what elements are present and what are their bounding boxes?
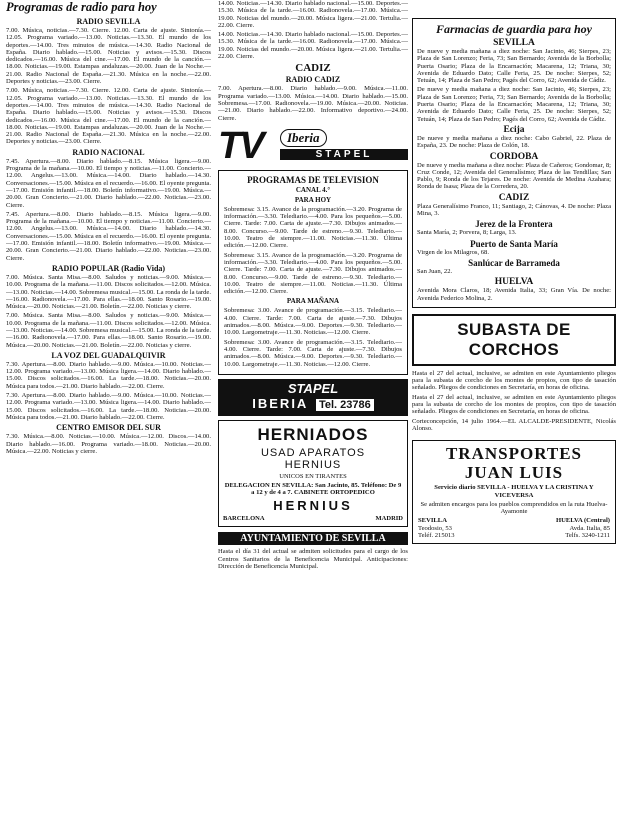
pharmacies-huelva-list: Avenida Mora Claros, 18; Avenida Italia, 33; Gran Vía. De noche: Avenida Federico Molina, 2. <box>417 287 611 302</box>
subasta-signature: Corteconcepción, 14 julio 1964.—EL ALCALDE-PRESIDENTE, Nicolás Alonso. <box>412 417 616 432</box>
tv-brand-block <box>280 129 408 163</box>
column-radio <box>6 0 211 808</box>
herniados-ad <box>218 420 408 528</box>
radio-sevilla-heading: RADIO SEVILLA <box>76 17 141 26</box>
herniados-title: HERNIADOS <box>257 424 369 444</box>
radio-cadiz-schedule: 7.00. Apertura.—8.00. Diario hablado.—9.00. Música.—11.00. Programa variado.—13.00. Música.—14.00. Diario hablado.—15.00. Sobremesa.—17.00. Radionovela.—19.00. Música.—20.00. Noticias.—21.00. Diario hablado.—22.00. Informativo deportivo.—24.00. Cierre. <box>218 85 408 122</box>
cadiz-radio-heading: CADIZ <box>295 62 331 75</box>
pharmacies-cordoba-list: De nueve y media mañana a diez noche: Plaza de Cañeros; Gondomar, 8; Cruz Conde, 12; Avenida del Generalísimo; Plaza de las Tendillas; San Pablo, 9; Ronda de los Tejares. De noche: Avenida de Medina Azahara; Ronda de Isasa; Plaza de la Corredera, 20. <box>417 161 611 191</box>
tv-tomorrow-schedule-cont: Sobremesa: 3.00. Avance de programación.—3.15. Telediario.—4.00. Cierre. Tarde: 7.00. Carta de ajuste.—7.30. Dibujos animados.—8.00. Música.—9.00. Deportes.—9.30. Telediario.—10.00. Largometraje.—11.30. Noticias.—12.00. Cierre. <box>224 338 402 368</box>
pharmacies-sevilla-list-cont: De nueve y media mañana a diez noche: San Jacinto, 46; Sierpes, 23; Plaza de San Lorenzo; Feria, 73; San Bernardo; Avenida de la Borbolla; Puerta Osario; Plaza de la Encarnación; Macarena, 12; Triana, 30; Avenida de Eduardo Dato; Calle Feria, 25. De noche: Sierpes, 52; Tetuán, 14; Plaza de San Pedro; Pagés del Corro, 62; Avenida de Cádiz. <box>417 86 611 123</box>
tv-para-hoy: PARA HOY <box>294 195 332 204</box>
herniados-line3: UNICOS EN TIRANTES <box>279 472 347 480</box>
radio-continuation-text: 14.00. Noticias.—14.30. Diario hablado nacional.—15.00. Deportes.—15.30. Música de la tarde.—16.00. Radionovela.—17.00. Música.—19.00. Noticias del mundo.—20.00. Música ligera.—21.00. Tertulia.—22.00. Cierre. <box>218 0 408 29</box>
subasta-title: SUBASTA DE CORCHOS <box>412 314 616 366</box>
herniados-brand: HERNIUS <box>273 498 353 514</box>
radio-nacional-schedule: 7.45. Apertura.—8.00. Diario hablado.—8.15. Música ligera.—9.00. Programa de la mañana.—10.00. El tiempo y noticias.—11.00. Concierto.—12.00. Angelus.—13.00. Música.—14.00. Diario hablado.—14.30. Conversaciones.—15.00. Música en el recuerdo.—16.00. El oyente pregunta.—17.00. Emisión infantil.—18.00. Boletín informativo.—19.00. Música.—20.00. Gran Concierto.—21.00. Diario hablado.—22.00. Noticias.—23.00. Cierre. <box>6 157 211 209</box>
iberia-brand: IBERIA <box>252 395 309 411</box>
centro-emisor-heading: CENTRO EMISOR DEL SUR <box>56 423 161 433</box>
pharmacies-puerto-heading: Puerto de Santa María <box>470 238 558 249</box>
pharmacies-box <box>412 18 616 308</box>
herniados-city-madrid: MADRID <box>375 515 403 523</box>
radio-popular-schedule: 7.00. Música. Santa Misa.—8.00. Saludos y noticias.—9.00. Música.—10.00. Programa de la mañana.—11.00. Discos solicitados.—12.00. Música.—13.00. Noticias.—14.00. Sobremesa musical.—15.00. La ronda de la tarde.—16.00. Radionovela.—17.00. Para ellas.—18.00. Santo Rosario.—19.00. Música.—20.00. Noticias.—21.00. Boletín.—22.00. Noticias y cierre. <box>6 273 211 311</box>
transportes-subtext: Se admiten encargos para los pueblos comprendidos en la ruta Huelva-Ayamonte <box>420 500 608 516</box>
tv-today-schedule: Sobremesa: 3.15. Avance de la programación.—3.20. Programa de información.—3.30. Telediario.—4.00. Para los pequeños.—5.00. Cierre. Tarde: 7.00. Carta de ajuste.—7.30. Dibujos animados.—8.00. Concurso.—9.00. Tarde de estreno.—9.30. Telediario.—10.00. Teatro de siempre.—11.00. Noticias.—11.30. Última edición.—12.00. Cierre. <box>224 205 402 250</box>
pharmacies-ecija-list: De nueve y media mañana a diez noche: Cabo Gabriel, 22. Plaza de España, 23. De noche: Plaza de Colón, 18. <box>417 134 611 150</box>
transportes-description: Servicio diario SEVILLA - HUELVA Y LA CRISTINA Y VICEVERSA <box>434 484 594 499</box>
transportes-title-2: JUAN LUIS <box>464 463 564 483</box>
radio-programs-title: Programas de radio para hoy <box>6 0 157 14</box>
transportes-huelva-label: HUELVA (Central) <box>555 517 610 525</box>
radio-continuation-text-2: 14.00. Noticias.—14.30. Diario hablado nacional.—15.00. Deportes.—15.30. Música de la tarde.—16.00. Radionovela.—17.00. Música.—19.00. Noticias del mundo.—20.00. Música ligera.—21.00. Tertulia.—22.00. Cierre. <box>218 31 408 61</box>
herniados-line2: HERNIUS <box>284 458 342 471</box>
voz-guadalquivir-heading: LA VOZ DEL GUADALQUIVIR <box>51 350 166 360</box>
pharmacies-title: Farmacias de guardia para hoy <box>435 22 592 36</box>
stapel-iberia-ad <box>218 379 408 416</box>
tv-brand-name: Iberia <box>280 129 327 147</box>
pharmacies-ecija-heading: Ecija <box>503 124 525 135</box>
stapel-brand: STAPEL <box>287 380 339 396</box>
voz-guadalquivir-schedule-cont: 7.30. Apertura.—8.00. Diario hablado.—9.00. Música.—10.00. Noticias.—12.00. Programa variado.—13.00. Música ligera.—14.00. Diario hablado.—15.00. Discos solicitados.—16.00. La tarde.—18.00. Noticias.—20.00. Música para todos.—21.00. Diario hablado.—22.00. Cierre. <box>6 392 211 421</box>
subasta-notice-cont: Hasta el 27 del actual, inclusive, se admiten en este Ayuntamiento pliegos para la subasta de corcho de los montes de propios, con tipo de tasación señalado. Pliegos de condiciones en Secretaría, en horas de oficina. <box>412 393 616 416</box>
transportes-huelva-office <box>556 517 610 539</box>
pharmacies-sanlucar-list: San Juan, 22. <box>417 267 453 275</box>
tv-logo: TV <box>218 124 263 167</box>
radio-nacional-heading: RADIO NACIONAL <box>72 147 145 157</box>
herniados-city-barcelona: BARCELONA <box>223 515 265 523</box>
pharmacies-jerez-heading: Jerez de la Frontera <box>475 219 553 230</box>
transportes-ad <box>412 440 616 543</box>
transportes-huelva-address: Avda. Italia, 85 <box>569 524 610 532</box>
radio-sevilla-schedule: 7.00. Música, noticias.—7.30. Cierre. 12.00. Carta de ajuste. Sintonía.—12.05. Programa variado.—13.00. Noticias.—13.30. El mundo de los deportes.—14.00. Tres minutos de música.—14.30. Radio Nacional de España. Diario hablado.—15.00. Noticias y avisos.—15.30. Discos dedicados.—16.00. Música del cine.—17.00. El mundo de la canción.—18.00. Noticias.—19.00. Estampas andaluzas.—20.00. Juan de la Noche.—21.00. Radio Nacional de España.—21.30. Música en la noche.—22.00. Deportes y noticias.—23.00. Cierre. <box>6 27 211 86</box>
voz-guadalquivir-schedule: 7.30. Apertura.—8.00. Diario hablado.—9.00. Música.—10.00. Noticias.—12.00. Programa variado.—13.00. Música ligera.—14.00. Diario hablado.—15.00. Discos solicitados.—16.00. La tarde.—18.00. Noticias.—20.00. Música para todos.—21.00. Diario hablado.—22.00. Cierre. <box>6 360 211 390</box>
column-middle <box>218 0 408 808</box>
radio-popular-schedule-cont: 7.00. Música. Santa Misa.—8.00. Saludos y noticias.—9.00. Música.—10.00. Programa de la mañana.—11.00. Discos solicitados.—12.00. Música.—13.00. Noticias.—14.00. Sobremesa musical.—15.00. La ronda de la tarde.—16.00. Radionovela.—17.00. Para ellas.—18.00. Santo Rosario.—19.00. Música.—20.00. Noticias.—21.00. Boletín.—22.00. Noticias y cierre. <box>6 312 211 349</box>
herniados-delegation: DELEGACION EN SEVILLA: San Jacinto, 85. Teléfono: De 9 a 12 y de 4 a 7. CABINETE ORTOPEDICO <box>224 481 402 497</box>
subasta-ad <box>412 314 616 432</box>
tv-programs-box <box>218 170 408 375</box>
transportes-sevilla-address: Teodosio, 53 <box>418 524 452 532</box>
stapel-phone: Tel. 23786 <box>316 399 374 411</box>
pharmacies-sevilla-heading: SEVILLA <box>493 38 535 48</box>
tv-iberia-ad <box>218 126 408 166</box>
tv-tomorrow-schedule: Sobremesa: 3.00. Avance de programación.—3.15. Telediario.—4.00. Cierre. Tarde: 7.00. Carta de ajuste.—7.30. Dibujos animados.—8.00. Música.—9.00. Deportes.—9.30. Telediario.—10.00. Largometraje.—11.30. Noticias.—12.00. Cierre. <box>224 307 402 337</box>
tv-para-manana: PARA MAÑANA <box>286 297 340 306</box>
pharmacies-jerez-list: Santa María, 2; Porvera, 8; Larga, 13. <box>417 229 517 237</box>
transportes-title-1: TRANSPORTES <box>445 444 583 464</box>
transportes-sevilla-phone: Teléf. 215013 <box>418 532 455 540</box>
centro-emisor-schedule: 7.30. Música.—8.00. Noticias.—10.00. Música.—12.00. Discos.—14.00. Diario hablado.—16.00. Programa variado.—18.00. Noticias.—20.00. Música.—22.00. Noticias y cierre. <box>6 433 211 455</box>
pharmacies-cordoba-heading: CORDOBA <box>489 151 539 162</box>
tv-programs-title: PROGRAMAS DE TELEVISION <box>247 174 379 185</box>
ayuntamiento-notice: Hasta el día 31 del actual se admiten solicitudes para el cargo de los Centros Sanitarios de la Beneficencia Municipal. Anticipaciones: Dirección de Beneficencia Municipal. <box>218 548 408 570</box>
pharmacies-sanlucar-heading: Sanlúcar de Barrameda <box>468 257 560 268</box>
pharmacies-puerto-list: Virgen de los Milagros, 68. <box>417 248 490 256</box>
radio-popular-heading: RADIO POPULAR (Radio Vida) <box>51 263 166 273</box>
tv-brand-sub: STAPEL <box>280 149 408 160</box>
transportes-huelva-phone: Telfs. 3240-1211 <box>565 532 610 540</box>
tv-channel: CANAL 4.° <box>295 185 331 194</box>
pharmacies-sevilla-list: De nueve y media mañana a diez noche: San Jacinto, 46; Sierpes, 23; Plaza de San Lorenzo; Feria, 73; San Bernardo; Avenida de la Borbolla; Puerta Osario; Plaza de la Encarnación; Macarena, 12; Triana, 30; Avenida de Eduardo Dato; Calle Feria, 25. De noche: Sierpes, 52; Tetuán, 14; Plaza de San Pedro; Pagés del Corro, 62; Avenida de Cádiz. <box>417 48 611 85</box>
radio-nacional-schedule-cont: 7.45. Apertura.—8.00. Diario hablado.—8.15. Música ligera.—9.00. Programa de la mañana.—10.00. El tiempo y noticias.—11.00. Concierto.—12.00. Angelus.—13.00. Música.—14.00. Diario hablado.—14.30. Conversaciones.—15.00. Música en el recuerdo.—16.00. El oyente pregunta.—17.00. Emisión infantil.—18.00. Boletín informativo.—19.00. Música.—20.00. Gran Concierto.—21.00. Diario hablado.—22.00. Noticias.—23.00. Cierre. <box>6 210 211 262</box>
transportes-sevilla-label: SEVILLA <box>418 517 447 525</box>
pharmacies-cadiz-heading: CADIZ <box>498 192 530 203</box>
radio-cadiz-heading: RADIO CADIZ <box>285 75 341 85</box>
transportes-sevilla-office <box>418 517 455 539</box>
column-pharmacies <box>412 0 616 808</box>
subasta-notice: Hasta el 27 del actual, inclusive, se admiten en este Ayuntamiento pliegos para la subasta de corcho de los montes de propios, con tipo de tasación señalado. Pliegos de condiciones en Secretaría, en horas de oficina. <box>412 369 616 392</box>
herniados-line1: USAD APARATOS <box>260 446 366 459</box>
pharmacies-cadiz-list: Plaza Generalísimo Franco, 11; Santiago, 2; Cánovas, 4. De noche: Plaza Mina, 3. <box>417 202 611 218</box>
radio-sevilla-schedule-cont: 7.00. Música, noticias.—7.30. Cierre. 12.00. Carta de ajuste. Sintonía.—12.05. Programa variado.—13.00. Noticias.—13.30. El mundo de los deportes.—14.00. Tres minutos de música.—14.30. Radio Nacional de España. Diario hablado.—15.00. Noticias y avisos.—15.30. Discos dedicados.—16.00. Música del cine.—17.00. El mundo de la canción.—18.00. Noticias.—19.00. Estampas andaluzas.—20.00. Juan de la Noche.—21.00. Radio Nacional de España.—21.30. Música en la noche.—22.00. Deportes y noticias.—23.00. Cierre. <box>6 87 211 146</box>
ayuntamiento-title: AYUNTAMIENTO DE SEVILLA <box>218 532 408 545</box>
pharmacies-huelva-heading: HUELVA <box>494 277 534 288</box>
tv-today-schedule-cont: Sobremesa: 3.15. Avance de la programación.—3.20. Programa de información.—3.30. Telediario.—4.00. Para los pequeños.—5.00. Cierre. Tarde: 7.00. Carta de ajuste.—7.30. Dibujos animados.—8.00. Concurso.—9.00. Tarde de estreno.—9.30. Telediario.—10.00. Teatro de siempre.—11.00. Noticias.—11.30. Última edición.—12.00. Cierre. <box>224 251 402 296</box>
